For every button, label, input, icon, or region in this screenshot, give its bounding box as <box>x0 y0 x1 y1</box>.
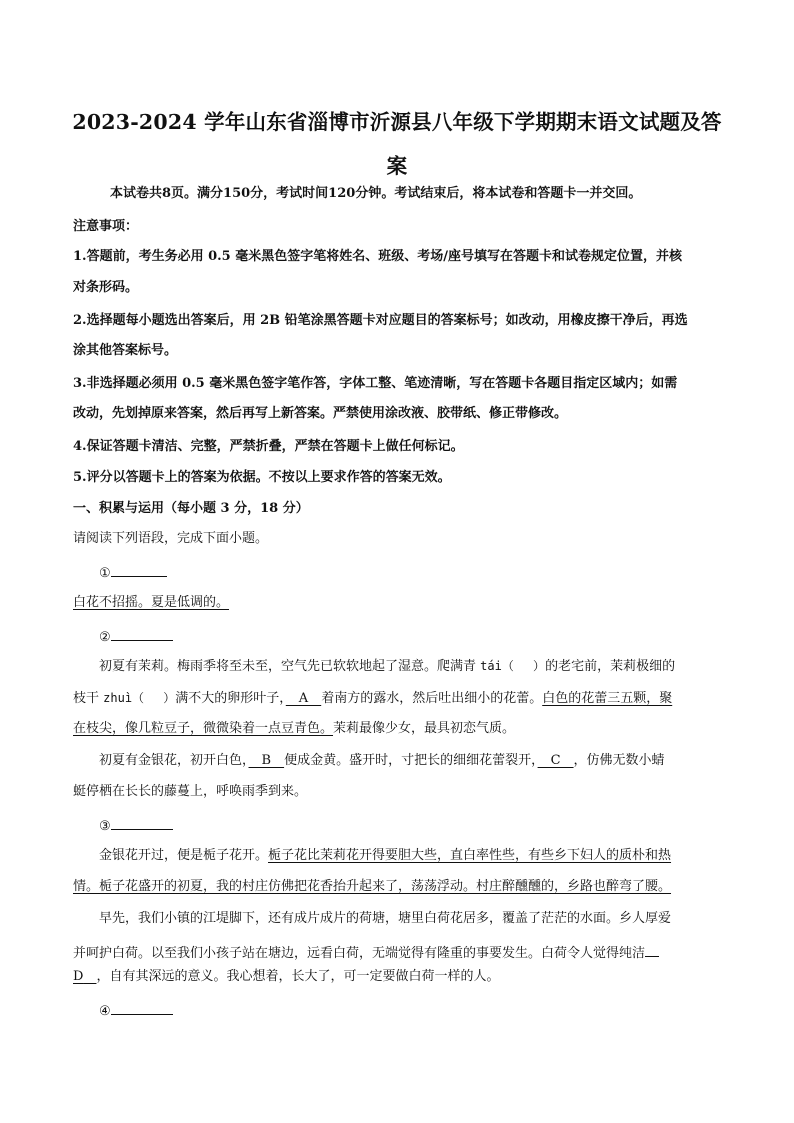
text-segment: 并呵护白荷。以至我们小孩子站在塘边，远看白荷，无端觉得有隆重的事要发生。白荷令人觉得纯洁 <box>73 946 646 961</box>
passage-sentence-1 <box>73 594 723 612</box>
text-segment: 满不大的卵形叶子， <box>175 691 286 706</box>
title-line-2: 案 <box>386 154 408 178</box>
page-title <box>70 100 724 188</box>
heading-slot-4 <box>99 1000 749 1021</box>
text-segment: 初夏有茉莉。梅雨季将至未至，空气先已软软地起了湿意。爬满青 <box>99 659 477 674</box>
paragraph-1-line-2 <box>73 689 723 708</box>
notice-item-2-line-1: 2.选择题每小题选出答案后，用 2B 铅笔涂黑答题卡对应题目的答案标号；如改动，用橡皮擦干净后，再选 <box>73 313 688 328</box>
paragraph-2-line-1 <box>99 752 749 770</box>
notice-heading: 注意事项： <box>73 219 139 234</box>
heading-slot-2 <box>99 626 749 647</box>
slot-marker-1: ① <box>99 566 111 581</box>
text-segment: ，自有其深远的意义。我心想着，长大了，可一定要做白荷一样的人。 <box>96 969 500 984</box>
paragraph-4-line-2 <box>73 942 723 963</box>
text-segment: 着南方的露水，然后吐出细小的花蕾。 <box>321 691 543 706</box>
text-segment: ，仿佛无数小蜻 <box>573 753 665 768</box>
text-segment: 初夏有金银花，初开白色， <box>99 753 249 768</box>
pinyin-blank-tai: tái（ ） <box>480 659 546 673</box>
blank-d-letter: D <box>73 969 84 984</box>
underlined-phrase: 情。栀子花盛开的初夏，我的村庄仿佛把花香抬升起来了，荡荡浮动。村庄醉醺醺的，乡路也醉弯了腰。 <box>73 879 672 894</box>
blank-c: C <box>537 753 574 768</box>
text-segment: 金银花开过，便是栀子花开。 <box>99 848 269 863</box>
notice-item-3-line-1: 3.非选择题必须用 0.5 毫米黑色签字笔作答，字体工整、笔迹清晰，写在答题卡各题目指定区域内；如需 <box>73 376 678 391</box>
paragraph-4-line-1: 早先，我们小镇的江堤脚下，还有成片成片的荷塘，塘里白荷花居多，覆盖了茫茫的水面。乡人厚爱 <box>99 911 672 926</box>
notice-item-1-line-1: 1.答题前，考生务必用 0.5 毫米黑色签字笔将姓名、班级、考场/座号填写在答题卡和试卷规定位置，并核 <box>73 249 682 264</box>
heading-slot-3 <box>99 815 749 836</box>
underlined-phrase: 白色的花蕾三五颗，聚 <box>542 691 673 706</box>
paragraph-1-line-3 <box>73 720 723 738</box>
answer-blank-2 <box>111 626 173 641</box>
text-segment: 枝干 <box>73 691 100 706</box>
paragraph-1-line-1 <box>99 657 749 676</box>
notice-item-2-line-2: 涂其他答案标号。 <box>73 343 178 358</box>
paragraph-3-line-2 <box>73 878 723 896</box>
notice-item-1-line-2: 对条形码。 <box>73 280 139 295</box>
title-line-1: 2023-2024 学年山东省淄博市沂源县八年级下学期期末语文试题及答 <box>72 110 722 134</box>
heading-slot-1 <box>99 562 749 583</box>
answer-blank-3 <box>111 815 173 830</box>
text-segment: 便成金黄。盛开时，寸把长的细细花蕾裂开， <box>284 753 538 768</box>
slot-marker-4: ④ <box>99 1004 111 1019</box>
underlined-sentence: 白花不招摇。夏是低调的。 <box>73 595 230 610</box>
text-segment: 的老宅前，茉莉极细的 <box>545 659 676 674</box>
blank-d-lead <box>645 942 659 957</box>
slot-marker-3: ③ <box>99 819 111 834</box>
underlined-phrase: 在枝尖，像几粒豆子，微微染着一点豆青色。 <box>73 721 334 736</box>
section-heading: 一、积累与运用（每小题 3 分，18 分） <box>73 501 309 516</box>
underlined-phrase: 栀子花比茉莉花开得要胆大些，直白率性些，有些乡下妇人的质朴和热 <box>268 848 672 863</box>
exam-intro: 本试卷共8页。满分150分，考试时间120分钟。考试结束后，将本试卷和答题卡一并交回。 <box>110 186 642 201</box>
blank-d <box>73 969 96 984</box>
section-instruction: 请阅读下列语段，完成下面小题。 <box>73 531 269 546</box>
answer-blank-4 <box>111 1000 173 1015</box>
paragraph-3-line-1 <box>99 847 749 865</box>
paragraph-2-line-2: 蜓停栖在长长的藤蔓上，呼唤雨季到来。 <box>73 784 308 799</box>
notice-item-4: 4.保证答题卡清洁、完整，严禁折叠，严禁在答题卡上做任何标记。 <box>73 439 464 454</box>
text-segment: 茉莉最像少女，最具初恋气质。 <box>333 721 516 736</box>
notice-item-3-line-2: 改动，先划掉原来答案，然后再写上新答案。严禁使用涂改液、胶带纸、修正带修改。 <box>73 406 568 421</box>
blank-b: B <box>248 753 285 768</box>
paragraph-4-line-3 <box>73 968 723 986</box>
slot-marker-2: ② <box>99 630 111 645</box>
pinyin-blank-zhui: zhuì（ ） <box>103 691 176 705</box>
blank-a: A <box>285 691 322 706</box>
notice-item-5: 5.评分以答题卡上的答案为依据。不按以上要求作答的答案无效。 <box>73 470 451 485</box>
answer-blank-1 <box>111 562 167 577</box>
